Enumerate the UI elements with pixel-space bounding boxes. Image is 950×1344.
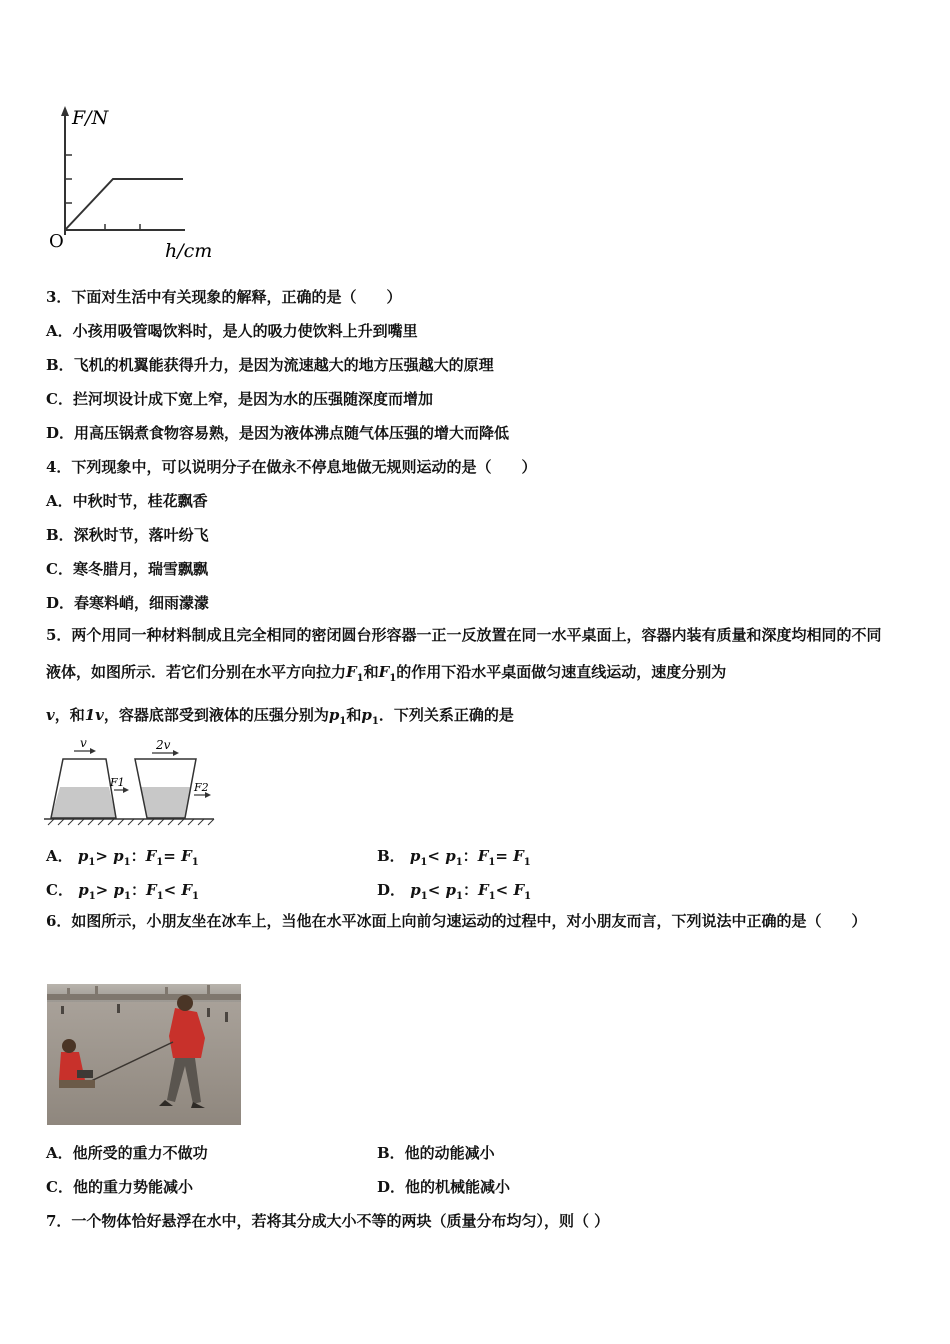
force-label-f1: F1 — [110, 776, 125, 789]
containers-figure — [44, 735, 219, 830]
left-liquid — [51, 787, 116, 818]
force-depth-graph — [40, 100, 230, 270]
y-axis-label: F/N — [72, 107, 109, 129]
ice-sled-photo — [47, 984, 241, 1125]
q4-option-a: A．中秋时节，桂花飘香 — [46, 492, 208, 510]
force-curve — [65, 179, 183, 230]
q6-option-a: A．他所受的重力不做功 — [46, 1144, 208, 1162]
q6-option-c: C．他的重力势能减小 — [46, 1178, 193, 1196]
origin-label: O — [49, 231, 64, 252]
q4-option-c: C．寒冬腊月，瑞雪飘飘 — [46, 560, 208, 578]
q7-stem: 7．一个物体恰好悬浮在水中，若将其分成大小不等的两块（质量分布均匀），则（ ） — [46, 1212, 610, 1230]
velocity-label-right: 2v — [156, 738, 171, 752]
q4-stem: 4．下列现象中，可以说明分子在做永不停息地做无规则运动的是（ ） — [46, 458, 537, 476]
q3-option-c: C．拦河坝设计成下宽上窄，是因为水的压强随深度而增加 — [46, 390, 433, 408]
right-liquid — [141, 787, 191, 818]
q5-option-c: C． $p_1> p_1$：$F_1< F_1$ — [46, 881, 199, 902]
velocity-label-left: v — [80, 736, 87, 750]
q3-option-b: B．飞机的机翼能获得升力，是因为流速越大的地方压强越大的原理 — [46, 356, 494, 374]
force-label-f2: F2 — [194, 781, 209, 794]
q4-option-b: B．深秋时节，落叶纷飞 — [46, 526, 209, 544]
q5-option-d: D． $p_1< p_1$：$F_1< F_1$ — [377, 881, 532, 902]
q3-option-a: A．小孩用吸管喝饮料时，是人的吸力使饮料上升到嘴里 — [46, 322, 418, 340]
q3-stem: 3．下面对生活中有关现象的解释，正确的是（ ） — [46, 288, 402, 306]
q3-option-d: D．用高压锅煮食物容易熟，是因为液体沸点随气体压强的增大而降低 — [46, 424, 510, 442]
q4-option-d: D．春寒料峭，细雨濛濛 — [46, 594, 210, 612]
y-axis-arrow — [61, 106, 69, 116]
q5-option-b: B． $p_1< p_1$：$F_1= F_1$ — [377, 847, 531, 868]
q5-stem: 5．两个用同一种材料制成且完全相同的密闭圆台形容器一正一反放置在同一水平桌面上，容器内装有质量和深度均相同的不同液体，如图所示．若它们分别在水平方向拉力$F_1$和$F_1$的作用下沿水平桌面做匀速直线运动，速度分别为 v，和1v，容器底部受到液体的压强分别为$p_1$和$p_1$．下列关系正确的是 — [46, 626, 882, 727]
x-axis-label: h/cm — [165, 240, 213, 262]
q5-option-a: A． $p_1> p_1$：$F_1= F_1$ — [46, 847, 199, 868]
q6-option-b: B．他的动能减小 — [377, 1144, 495, 1162]
q6-stem: 6．如图所示，小朋友坐在冰车上，当他在水平冰面上向前匀速运动的过程中，对小朋友而言，下列说法中正确的是（ ） — [46, 912, 867, 930]
q6-option-d: D．他的机械能减小 — [377, 1178, 511, 1196]
